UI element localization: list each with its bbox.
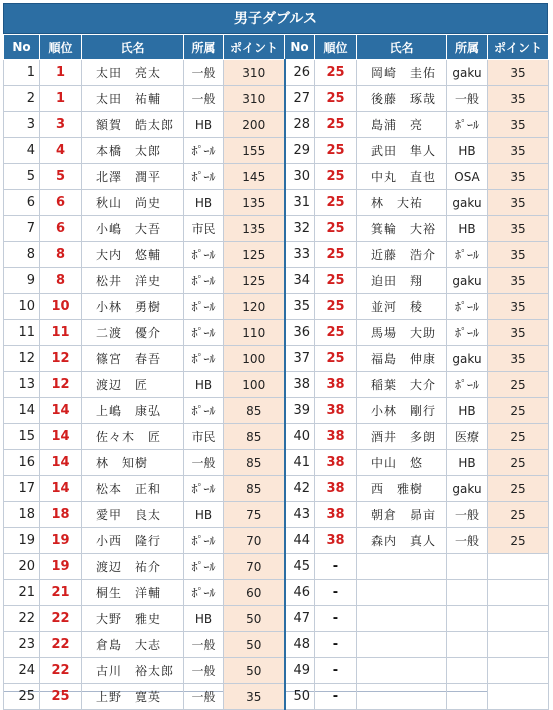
points-cell: 200 bbox=[224, 112, 285, 138]
player-name bbox=[357, 632, 447, 658]
table-row bbox=[4, 86, 549, 112]
table-row bbox=[4, 632, 549, 658]
affiliation-cell: ﾎﾟｰﾙ bbox=[184, 476, 224, 502]
points-cell: 100 bbox=[224, 372, 285, 398]
affiliation-cell: ﾎﾟｰﾙ bbox=[184, 268, 224, 294]
row-number: 28 bbox=[285, 112, 315, 138]
row-number: 5 bbox=[4, 164, 40, 190]
header-rank: 順位 bbox=[40, 35, 82, 60]
row-number: 19 bbox=[4, 528, 40, 554]
table-row bbox=[4, 372, 549, 398]
row-number: 45 bbox=[285, 554, 315, 580]
affiliation-cell: HB bbox=[447, 216, 488, 242]
table-row bbox=[4, 216, 549, 242]
table-row bbox=[4, 112, 549, 138]
rank-cell: 14 bbox=[40, 450, 82, 476]
header-points: ポイント bbox=[224, 35, 285, 60]
row-number: 30 bbox=[285, 164, 315, 190]
row-number: 37 bbox=[285, 346, 315, 372]
points-cell bbox=[488, 554, 549, 580]
affiliation-cell: 一般 bbox=[447, 86, 488, 112]
points-cell: 35 bbox=[488, 164, 549, 190]
rank-cell: 14 bbox=[40, 398, 82, 424]
rank-cell: 25 bbox=[315, 242, 357, 268]
rank-cell: 11 bbox=[40, 320, 82, 346]
affiliation-cell: ﾎﾟｰﾙ bbox=[447, 320, 488, 346]
rank-cell: 38 bbox=[315, 372, 357, 398]
affiliation-cell bbox=[447, 554, 488, 580]
player-name: 上野 寛英 bbox=[82, 684, 184, 710]
player-name: 桐生 洋輔 bbox=[82, 580, 184, 606]
rank-cell: 25 bbox=[315, 138, 357, 164]
affiliation-cell: 一般 bbox=[184, 60, 224, 86]
rank-cell: 22 bbox=[40, 606, 82, 632]
row-number: 33 bbox=[285, 242, 315, 268]
row-number: 44 bbox=[285, 528, 315, 554]
table-row bbox=[4, 502, 549, 528]
rank-cell: 38 bbox=[315, 424, 357, 450]
points-cell bbox=[488, 580, 549, 606]
affiliation-cell bbox=[447, 606, 488, 632]
header-name: 氏名 bbox=[82, 35, 184, 60]
rank-cell: 5 bbox=[40, 164, 82, 190]
row-number: 7 bbox=[4, 216, 40, 242]
player-name: 小西 隆行 bbox=[82, 528, 184, 554]
row-number: 21 bbox=[4, 580, 40, 606]
points-cell: 35 bbox=[488, 190, 549, 216]
table-row bbox=[4, 658, 549, 684]
rank-cell: 6 bbox=[40, 216, 82, 242]
affiliation-cell: HB bbox=[447, 138, 488, 164]
rank-cell: 25 bbox=[315, 294, 357, 320]
table-row bbox=[4, 606, 549, 632]
affiliation-cell: 一般 bbox=[184, 86, 224, 112]
points-cell: 60 bbox=[224, 580, 285, 606]
rank-cell: 38 bbox=[315, 398, 357, 424]
table-row bbox=[4, 164, 549, 190]
points-cell: 35 bbox=[488, 216, 549, 242]
rank-cell: 25 bbox=[40, 684, 82, 710]
player-name: 武田 隼人 bbox=[357, 138, 447, 164]
row-number: 13 bbox=[4, 372, 40, 398]
rank-cell: 6 bbox=[40, 190, 82, 216]
player-name: 太田 祐輔 bbox=[82, 86, 184, 112]
player-name: 福島 伸康 bbox=[357, 346, 447, 372]
row-number: 11 bbox=[4, 320, 40, 346]
row-number: 46 bbox=[285, 580, 315, 606]
points-cell: 35 bbox=[488, 60, 549, 86]
rank-cell: 25 bbox=[315, 112, 357, 138]
points-cell: 35 bbox=[488, 86, 549, 112]
row-number: 34 bbox=[285, 268, 315, 294]
player-name: 並河 稜 bbox=[357, 294, 447, 320]
rank-cell: 25 bbox=[315, 320, 357, 346]
player-name: 後藤 琢哉 bbox=[357, 86, 447, 112]
player-name: 二渡 優介 bbox=[82, 320, 184, 346]
affiliation-cell: ﾎﾟｰﾙ bbox=[184, 580, 224, 606]
points-cell: 25 bbox=[488, 502, 549, 528]
affiliation-cell: 一般 bbox=[447, 528, 488, 554]
points-cell: 125 bbox=[224, 268, 285, 294]
player-name: 森内 真人 bbox=[357, 528, 447, 554]
rank-cell: 25 bbox=[315, 86, 357, 112]
affiliation-cell: 一般 bbox=[447, 502, 488, 528]
row-number: 1 bbox=[4, 60, 40, 86]
table-row bbox=[4, 138, 549, 164]
points-cell: 70 bbox=[224, 528, 285, 554]
player-name: 酒井 多朗 bbox=[357, 424, 447, 450]
table-row bbox=[4, 398, 549, 424]
row-number: 22 bbox=[4, 606, 40, 632]
affiliation-cell bbox=[447, 632, 488, 658]
row-number: 36 bbox=[285, 320, 315, 346]
table-row bbox=[4, 60, 549, 86]
player-name: 小林 勇樹 bbox=[82, 294, 184, 320]
points-cell bbox=[488, 606, 549, 632]
header-no: No bbox=[4, 35, 40, 60]
affiliation-cell: HB bbox=[184, 112, 224, 138]
table-row bbox=[4, 346, 549, 372]
affiliation-cell: ﾎﾟｰﾙ bbox=[184, 294, 224, 320]
affiliation-cell: HB bbox=[184, 372, 224, 398]
rank-cell: - bbox=[315, 658, 357, 684]
row-number: 20 bbox=[4, 554, 40, 580]
points-cell bbox=[488, 632, 549, 658]
affiliation-cell: ﾎﾟｰﾙ bbox=[447, 112, 488, 138]
affiliation-cell: ﾎﾟｰﾙ bbox=[447, 372, 488, 398]
row-number: 25 bbox=[4, 684, 40, 710]
affiliation-cell: ﾎﾟｰﾙ bbox=[184, 138, 224, 164]
points-cell: 75 bbox=[224, 502, 285, 528]
points-cell: 120 bbox=[224, 294, 285, 320]
points-cell: 310 bbox=[224, 60, 285, 86]
row-number: 29 bbox=[285, 138, 315, 164]
affiliation-cell: ﾎﾟｰﾙ bbox=[184, 320, 224, 346]
row-number: 24 bbox=[4, 658, 40, 684]
affiliation-cell: gaku bbox=[447, 476, 488, 502]
row-number: 17 bbox=[4, 476, 40, 502]
header-row bbox=[4, 35, 549, 60]
rank-cell: - bbox=[315, 606, 357, 632]
player-name: 小林 剛行 bbox=[357, 398, 447, 424]
affiliation-cell: ﾎﾟｰﾙ bbox=[184, 164, 224, 190]
affiliation-cell: gaku bbox=[447, 346, 488, 372]
points-cell: 25 bbox=[488, 528, 549, 554]
player-name: 上嶋 康弘 bbox=[82, 398, 184, 424]
affiliation-cell: 市民 bbox=[184, 216, 224, 242]
player-name: 稲葉 大介 bbox=[357, 372, 447, 398]
row-number: 12 bbox=[4, 346, 40, 372]
rank-cell: 38 bbox=[315, 502, 357, 528]
row-number: 26 bbox=[285, 60, 315, 86]
player-name: 佐々木 匠 bbox=[82, 424, 184, 450]
affiliation-cell: HB bbox=[184, 502, 224, 528]
affiliation-cell: ﾎﾟｰﾙ bbox=[447, 294, 488, 320]
player-name: 大内 悠輔 bbox=[82, 242, 184, 268]
row-number: 14 bbox=[4, 398, 40, 424]
player-name: 北澤 潤平 bbox=[82, 164, 184, 190]
player-name bbox=[357, 606, 447, 632]
rank-cell: 38 bbox=[315, 476, 357, 502]
player-name: 迫田 翔 bbox=[357, 268, 447, 294]
table-row bbox=[4, 320, 549, 346]
player-name: 松本 正和 bbox=[82, 476, 184, 502]
player-name: 太田 亮太 bbox=[82, 60, 184, 86]
points-cell: 35 bbox=[488, 294, 549, 320]
row-number: 38 bbox=[285, 372, 315, 398]
points-cell: 25 bbox=[488, 398, 549, 424]
affiliation-cell: gaku bbox=[447, 268, 488, 294]
rank-cell: 3 bbox=[40, 112, 82, 138]
rank-cell: 25 bbox=[315, 268, 357, 294]
rank-cell: 14 bbox=[40, 424, 82, 450]
table-row bbox=[4, 476, 549, 502]
points-cell: 85 bbox=[224, 450, 285, 476]
rank-cell: 22 bbox=[40, 658, 82, 684]
player-name: 中山 悠 bbox=[357, 450, 447, 476]
rank-cell: - bbox=[315, 632, 357, 658]
table-row bbox=[4, 554, 549, 580]
points-cell: 100 bbox=[224, 346, 285, 372]
affiliation-cell: ﾎﾟｰﾙ bbox=[184, 554, 224, 580]
affiliation-cell: ﾎﾟｰﾙ bbox=[184, 242, 224, 268]
rank-cell: 22 bbox=[40, 632, 82, 658]
points-cell: 85 bbox=[224, 424, 285, 450]
row-number: 41 bbox=[285, 450, 315, 476]
affiliation-cell: 市民 bbox=[184, 424, 224, 450]
rank-cell: 12 bbox=[40, 346, 82, 372]
rank-cell: 25 bbox=[315, 60, 357, 86]
affiliation-cell: 一般 bbox=[184, 450, 224, 476]
rank-cell: 1 bbox=[40, 86, 82, 112]
affiliation-cell: HB bbox=[184, 606, 224, 632]
header-affiliation: 所属 bbox=[447, 35, 488, 60]
points-cell: 50 bbox=[224, 606, 285, 632]
rank-cell: 21 bbox=[40, 580, 82, 606]
player-name bbox=[357, 658, 447, 684]
header-affiliation: 所属 bbox=[184, 35, 224, 60]
affiliation-cell: HB bbox=[184, 190, 224, 216]
player-name: 倉島 大志 bbox=[82, 632, 184, 658]
player-name: 箕輪 大裕 bbox=[357, 216, 447, 242]
points-cell bbox=[488, 658, 549, 684]
table-row bbox=[4, 528, 549, 554]
row-number: 31 bbox=[285, 190, 315, 216]
points-cell: 155 bbox=[224, 138, 285, 164]
rank-cell: 1 bbox=[40, 60, 82, 86]
rank-cell: 38 bbox=[315, 450, 357, 476]
affiliation-cell: 一般 bbox=[184, 632, 224, 658]
table-row bbox=[4, 424, 549, 450]
row-number: 40 bbox=[285, 424, 315, 450]
affiliation-cell: HB bbox=[447, 450, 488, 476]
rank-cell: 10 bbox=[40, 294, 82, 320]
row-number: 47 bbox=[285, 606, 315, 632]
affiliation-cell: ﾎﾟｰﾙ bbox=[184, 528, 224, 554]
player-name: 篠宮 春吾 bbox=[82, 346, 184, 372]
header-no: No bbox=[285, 35, 315, 60]
row-number: 48 bbox=[285, 632, 315, 658]
rank-cell: 19 bbox=[40, 528, 82, 554]
row-number: 4 bbox=[4, 138, 40, 164]
points-cell: 35 bbox=[488, 112, 549, 138]
row-number: 16 bbox=[4, 450, 40, 476]
player-name: 中丸 直也 bbox=[357, 164, 447, 190]
player-name: 林 大祐 bbox=[357, 190, 447, 216]
rank-cell: - bbox=[315, 580, 357, 606]
player-name: 近藤 浩介 bbox=[357, 242, 447, 268]
row-number: 23 bbox=[4, 632, 40, 658]
row-number: 9 bbox=[4, 268, 40, 294]
points-cell: 35 bbox=[488, 242, 549, 268]
affiliation-cell: ﾎﾟｰﾙ bbox=[184, 398, 224, 424]
ranking-table bbox=[3, 34, 549, 710]
rank-cell: 25 bbox=[315, 216, 357, 242]
points-cell: 25 bbox=[488, 476, 549, 502]
row-number: 10 bbox=[4, 294, 40, 320]
player-name: 島浦 亮 bbox=[357, 112, 447, 138]
affiliation-cell: gaku bbox=[447, 60, 488, 86]
player-name: 渡辺 匠 bbox=[82, 372, 184, 398]
header-points: ポイント bbox=[488, 35, 549, 60]
row-number: 42 bbox=[285, 476, 315, 502]
player-name: 馬場 大助 bbox=[357, 320, 447, 346]
player-name: 小嶋 大吾 bbox=[82, 216, 184, 242]
affiliation-cell: 医療 bbox=[447, 424, 488, 450]
affiliation-cell bbox=[447, 580, 488, 606]
header-rank: 順位 bbox=[315, 35, 357, 60]
header-name: 氏名 bbox=[357, 35, 447, 60]
points-cell: 50 bbox=[224, 632, 285, 658]
row-number: 6 bbox=[4, 190, 40, 216]
points-cell: 50 bbox=[224, 658, 285, 684]
row-number: 3 bbox=[4, 112, 40, 138]
row-number: 43 bbox=[285, 502, 315, 528]
player-name: 西 雅樹 bbox=[357, 476, 447, 502]
player-name: 松井 洋史 bbox=[82, 268, 184, 294]
table-row bbox=[4, 242, 549, 268]
points-cell: 35 bbox=[488, 268, 549, 294]
points-cell: 35 bbox=[224, 684, 285, 710]
player-name: 本橋 太郎 bbox=[82, 138, 184, 164]
player-name: 額賀 皓太郎 bbox=[82, 112, 184, 138]
rank-cell: 12 bbox=[40, 372, 82, 398]
player-name: 林 知樹 bbox=[82, 450, 184, 476]
points-cell: 135 bbox=[224, 190, 285, 216]
rank-cell: 14 bbox=[40, 476, 82, 502]
table-row bbox=[4, 268, 549, 294]
rank-cell: 25 bbox=[315, 164, 357, 190]
rank-cell: - bbox=[315, 684, 357, 710]
table-row bbox=[4, 450, 549, 476]
affiliation-cell bbox=[447, 658, 488, 684]
points-cell: 310 bbox=[224, 86, 285, 112]
affiliation-cell: 一般 bbox=[184, 658, 224, 684]
player-name: 大野 雅史 bbox=[82, 606, 184, 632]
rank-cell: 19 bbox=[40, 554, 82, 580]
rank-cell: 8 bbox=[40, 268, 82, 294]
player-name bbox=[357, 580, 447, 606]
player-name bbox=[357, 554, 447, 580]
player-name: 朝倉 昴亩 bbox=[357, 502, 447, 528]
affiliation-cell: 一般 bbox=[184, 684, 224, 710]
points-cell: 70 bbox=[224, 554, 285, 580]
rank-cell: 8 bbox=[40, 242, 82, 268]
player-name: 古川 裕太郎 bbox=[82, 658, 184, 684]
rank-cell: 4 bbox=[40, 138, 82, 164]
points-cell: 25 bbox=[488, 450, 549, 476]
player-name: 岡崎 圭佑 bbox=[357, 60, 447, 86]
row-number: 50 bbox=[285, 684, 315, 710]
row-number: 8 bbox=[4, 242, 40, 268]
points-cell: 35 bbox=[488, 138, 549, 164]
points-cell: 25 bbox=[488, 424, 549, 450]
points-cell: 85 bbox=[224, 476, 285, 502]
points-cell: 35 bbox=[488, 346, 549, 372]
rank-cell: 25 bbox=[315, 190, 357, 216]
affiliation-cell: HB bbox=[447, 398, 488, 424]
points-cell: 125 bbox=[224, 242, 285, 268]
rank-cell: 25 bbox=[315, 346, 357, 372]
points-cell: 135 bbox=[224, 216, 285, 242]
player-name: 秋山 尚史 bbox=[82, 190, 184, 216]
row-number: 2 bbox=[4, 86, 40, 112]
table-row bbox=[4, 580, 549, 606]
affiliation-cell: OSA bbox=[447, 164, 488, 190]
row-number: 39 bbox=[285, 398, 315, 424]
row-number: 27 bbox=[285, 86, 315, 112]
rank-cell: 18 bbox=[40, 502, 82, 528]
affiliation-cell: ﾎﾟｰﾙ bbox=[184, 346, 224, 372]
row-number: 18 bbox=[4, 502, 40, 528]
rank-cell: - bbox=[315, 554, 357, 580]
points-cell: 110 bbox=[224, 320, 285, 346]
affiliation-cell: gaku bbox=[447, 190, 488, 216]
table-row bbox=[4, 190, 549, 216]
points-cell: 25 bbox=[488, 372, 549, 398]
player-name: 渡辺 祐介 bbox=[82, 554, 184, 580]
table-row bbox=[4, 294, 549, 320]
player-name: 愛甲 良太 bbox=[82, 502, 184, 528]
row-number: 35 bbox=[285, 294, 315, 320]
affiliation-cell: ﾎﾟｰﾙ bbox=[447, 242, 488, 268]
points-cell: 85 bbox=[224, 398, 285, 424]
page-title: 男子ダブルス bbox=[3, 3, 548, 34]
row-number: 15 bbox=[4, 424, 40, 450]
points-cell: 35 bbox=[488, 320, 549, 346]
row-number: 49 bbox=[285, 658, 315, 684]
points-cell: 145 bbox=[224, 164, 285, 190]
row-number: 32 bbox=[285, 216, 315, 242]
rank-cell: 38 bbox=[315, 528, 357, 554]
